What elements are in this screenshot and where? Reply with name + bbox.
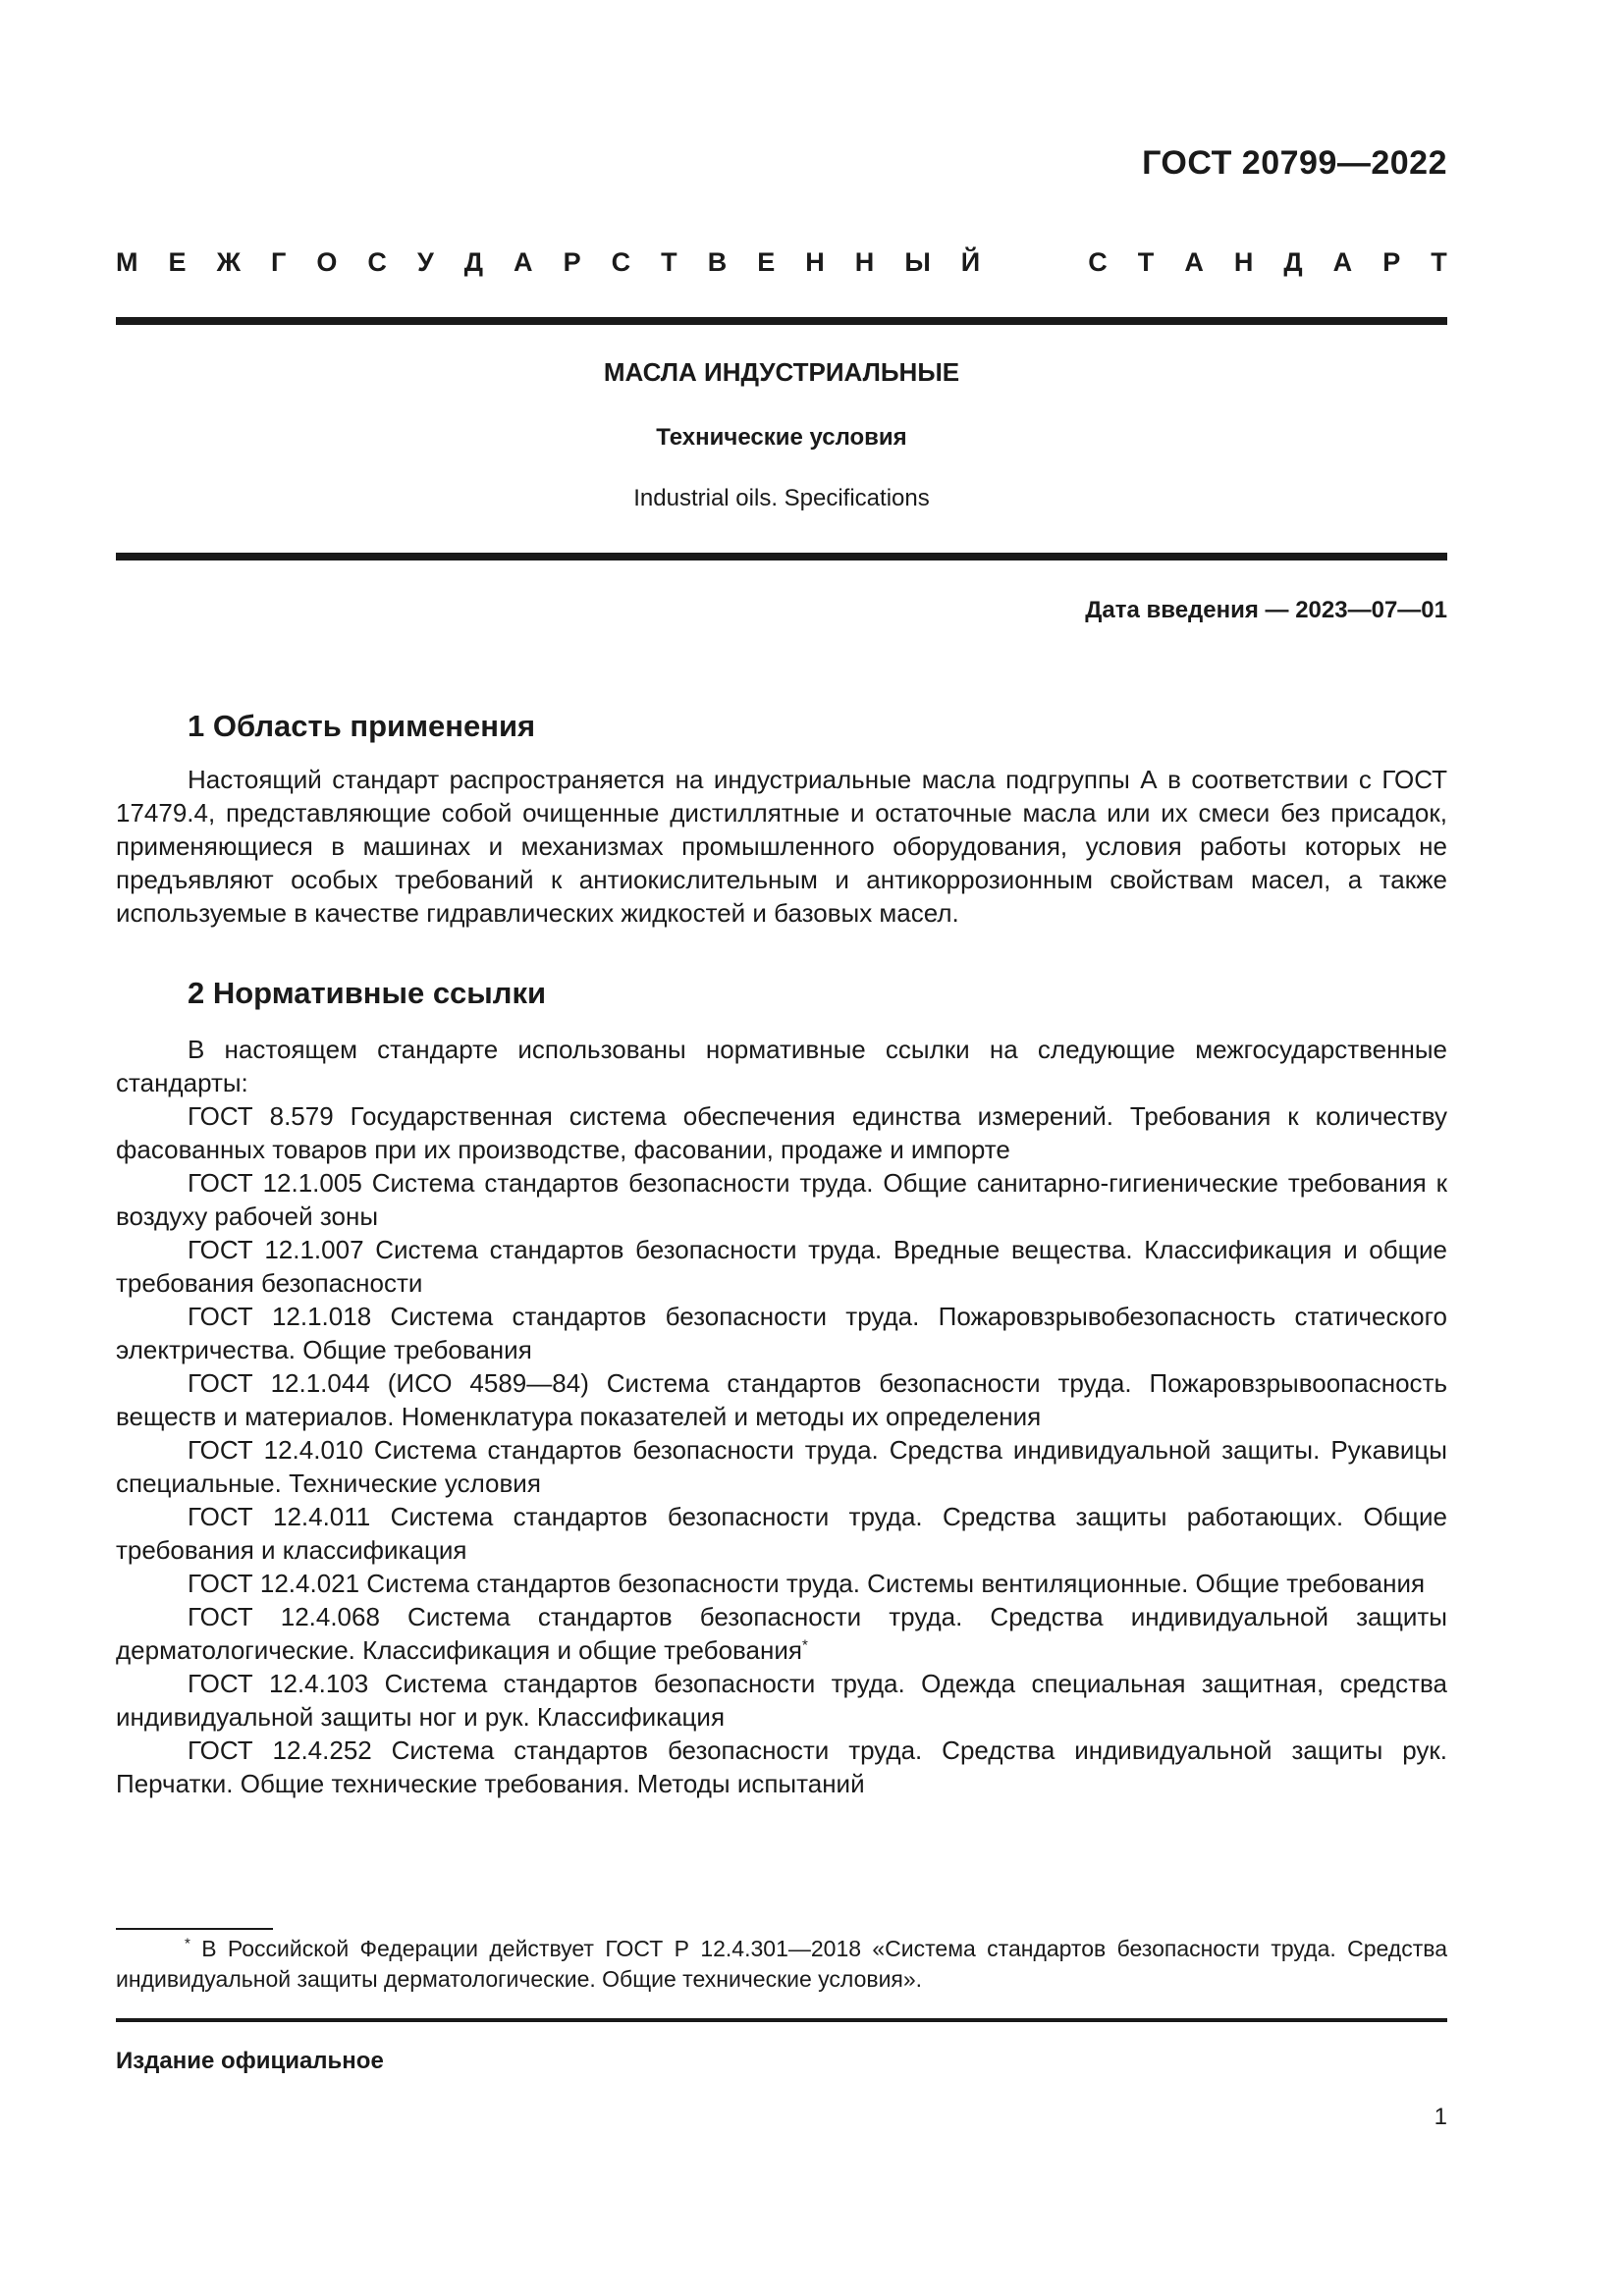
reference-item: ГОСТ 12.1.018 Система стандартов безопасности труда. Пожаровзрывобезопасность статического электричества. Общие требования <box>116 1302 1447 1364</box>
footnote-divider <box>116 1928 273 1930</box>
banner-letter: Ы <box>904 247 931 277</box>
bottom-divider <box>116 2018 1447 2022</box>
standard-code: ГОСТ 20799—2022 <box>1142 144 1447 182</box>
banner-letter: В <box>707 247 728 277</box>
banner-letter: С <box>1088 247 1108 277</box>
banner-letter: С <box>611 247 631 277</box>
banner-letter: Й <box>960 247 981 277</box>
reference-item: ГОСТ 12.1.005 Система стандартов безопасности труда. Общие санитарно-гигиенические требования к воздуху рабочей зоны <box>116 1168 1447 1231</box>
section-2-heading: 2 Нормативные ссылки <box>188 976 547 1010</box>
reference-item: ГОСТ 8.579 Государственная система обеспечения единства измерений. Требования к количеству фасованных товаров при их производстве, фасовании, продаже и импорте <box>116 1101 1447 1164</box>
official-edition-label: Издание официальное <box>116 2048 384 2074</box>
banner-letter: У <box>416 247 434 277</box>
reference-item: ГОСТ 12.4.252 Система стандартов безопасности труда. Средства индивидуальной защиты рук. Перчатки. Общие технические требования. Методы испытаний <box>116 1735 1447 1798</box>
reference-item: ГОСТ 12.4.103 Система стандартов безопасности труда. Одежда специальная защитная, средства индивидуальной защиты ног и рук. Классификация <box>116 1669 1447 1732</box>
banner-letter: Р <box>563 247 581 277</box>
banner-letter: Т <box>661 247 677 277</box>
footnote-text: В Российской Федерации действует ГОСТ Р 12.4.301—2018 «Система стандартов безопасности труда. Средства индивидуальной защиты дерматологические. Общие технические условия». <box>116 1936 1448 1992</box>
banner-letter: Н <box>1233 247 1254 277</box>
reference-item: ГОСТ 12.4.021 Система стандартов безопасности труда. Системы вентиляционные. Общие требования <box>188 1569 1426 1598</box>
section-1-heading: 1 Область применения <box>188 709 536 743</box>
footnote-marker: * <box>801 1636 808 1654</box>
document-subtitle: Технические условия <box>656 424 907 451</box>
banner-letter: Н <box>805 247 825 277</box>
document-subtitle-english: Industrial oils. Specifications <box>633 485 930 511</box>
footnote <box>116 1934 1447 1995</box>
banner-letter: Ж <box>216 247 241 277</box>
footnote-paragraph <box>116 1934 1447 1995</box>
banner-letter: Е <box>757 247 776 277</box>
page-number: 1 <box>1434 2104 1447 2130</box>
top-divider <box>116 317 1447 325</box>
banner-letter: Р <box>1382 247 1401 277</box>
section-1-body <box>116 763 1447 930</box>
section-1-paragraph: Настоящий стандарт распространяется на индустриальные масла подгруппы А в соответствии с ГОСТ 17479.4, представляющие собой очищенные дистиллятные и остаточные масла или их смеси без присадок, применяющиеся в машинах и механизмах промышленного оборудования, условия работы которых не предъявляют особых требований к антиокислительным и антикоррозионным свойствам масел, а также используемые в качестве гидравлических жидкостей и базовых масел. <box>116 765 1447 928</box>
section-2-intro: В настоящем стандарте использованы нормативные ссылки на следующие межгосударственные стандарты: <box>116 1035 1447 1097</box>
banner-letter: А <box>514 247 533 277</box>
banner-letter: Г <box>271 247 287 277</box>
banner-letter: Н <box>854 247 875 277</box>
reference-item: ГОСТ 12.4.011 Система стандартов безопасности труда. Средства защиты работающих. Общие требования и классификация <box>116 1502 1447 1565</box>
section-2-body <box>116 1033 1447 1800</box>
banner-letter: Т <box>1137 247 1155 277</box>
banner-word-gap <box>1010 247 1057 278</box>
banner-letter: О <box>316 247 338 277</box>
footnote-marker: * <box>185 1935 190 1952</box>
banner-letter: Т <box>1431 247 1447 277</box>
banner-letter: Д <box>463 247 484 277</box>
reference-text: ГОСТ 12.4.068 Система стандартов безопасности труда. Средства индивидуальной защиты дерматологические. Классификация и общие требования <box>116 1602 1447 1665</box>
banner-letter: А <box>1332 247 1353 277</box>
reference-item: ГОСТ 12.4.010 Система стандартов безопасности труда. Средства индивидуальной защиты. Рукавицы специальные. Технические условия <box>116 1435 1447 1498</box>
banner-letter: Д <box>1283 247 1303 277</box>
banner-letter: С <box>367 247 387 277</box>
interstate-standard-banner <box>116 247 1447 278</box>
reference-item: ГОСТ 12.1.007 Система стандартов безопасности труда. Вредные вещества. Классификация и общие требования безопасности <box>116 1235 1447 1298</box>
reference-item: ГОСТ 12.1.044 (ИСО 4589—84) Система стандартов безопасности труда. Пожаровзрывоопасность веществ и материалов. Номенклатура показателей и методы их определения <box>116 1368 1447 1431</box>
banner-letter: Е <box>168 247 187 277</box>
banner-letter: М <box>116 247 138 277</box>
document-title: МАСЛА ИНДУСТРИАЛЬНЫЕ <box>603 357 960 387</box>
reference-item <box>116 1600 1447 1667</box>
title-divider <box>116 553 1447 561</box>
banner-letter: А <box>1184 247 1204 277</box>
introduction-date: Дата введения — 2023—07—01 <box>1085 597 1447 623</box>
